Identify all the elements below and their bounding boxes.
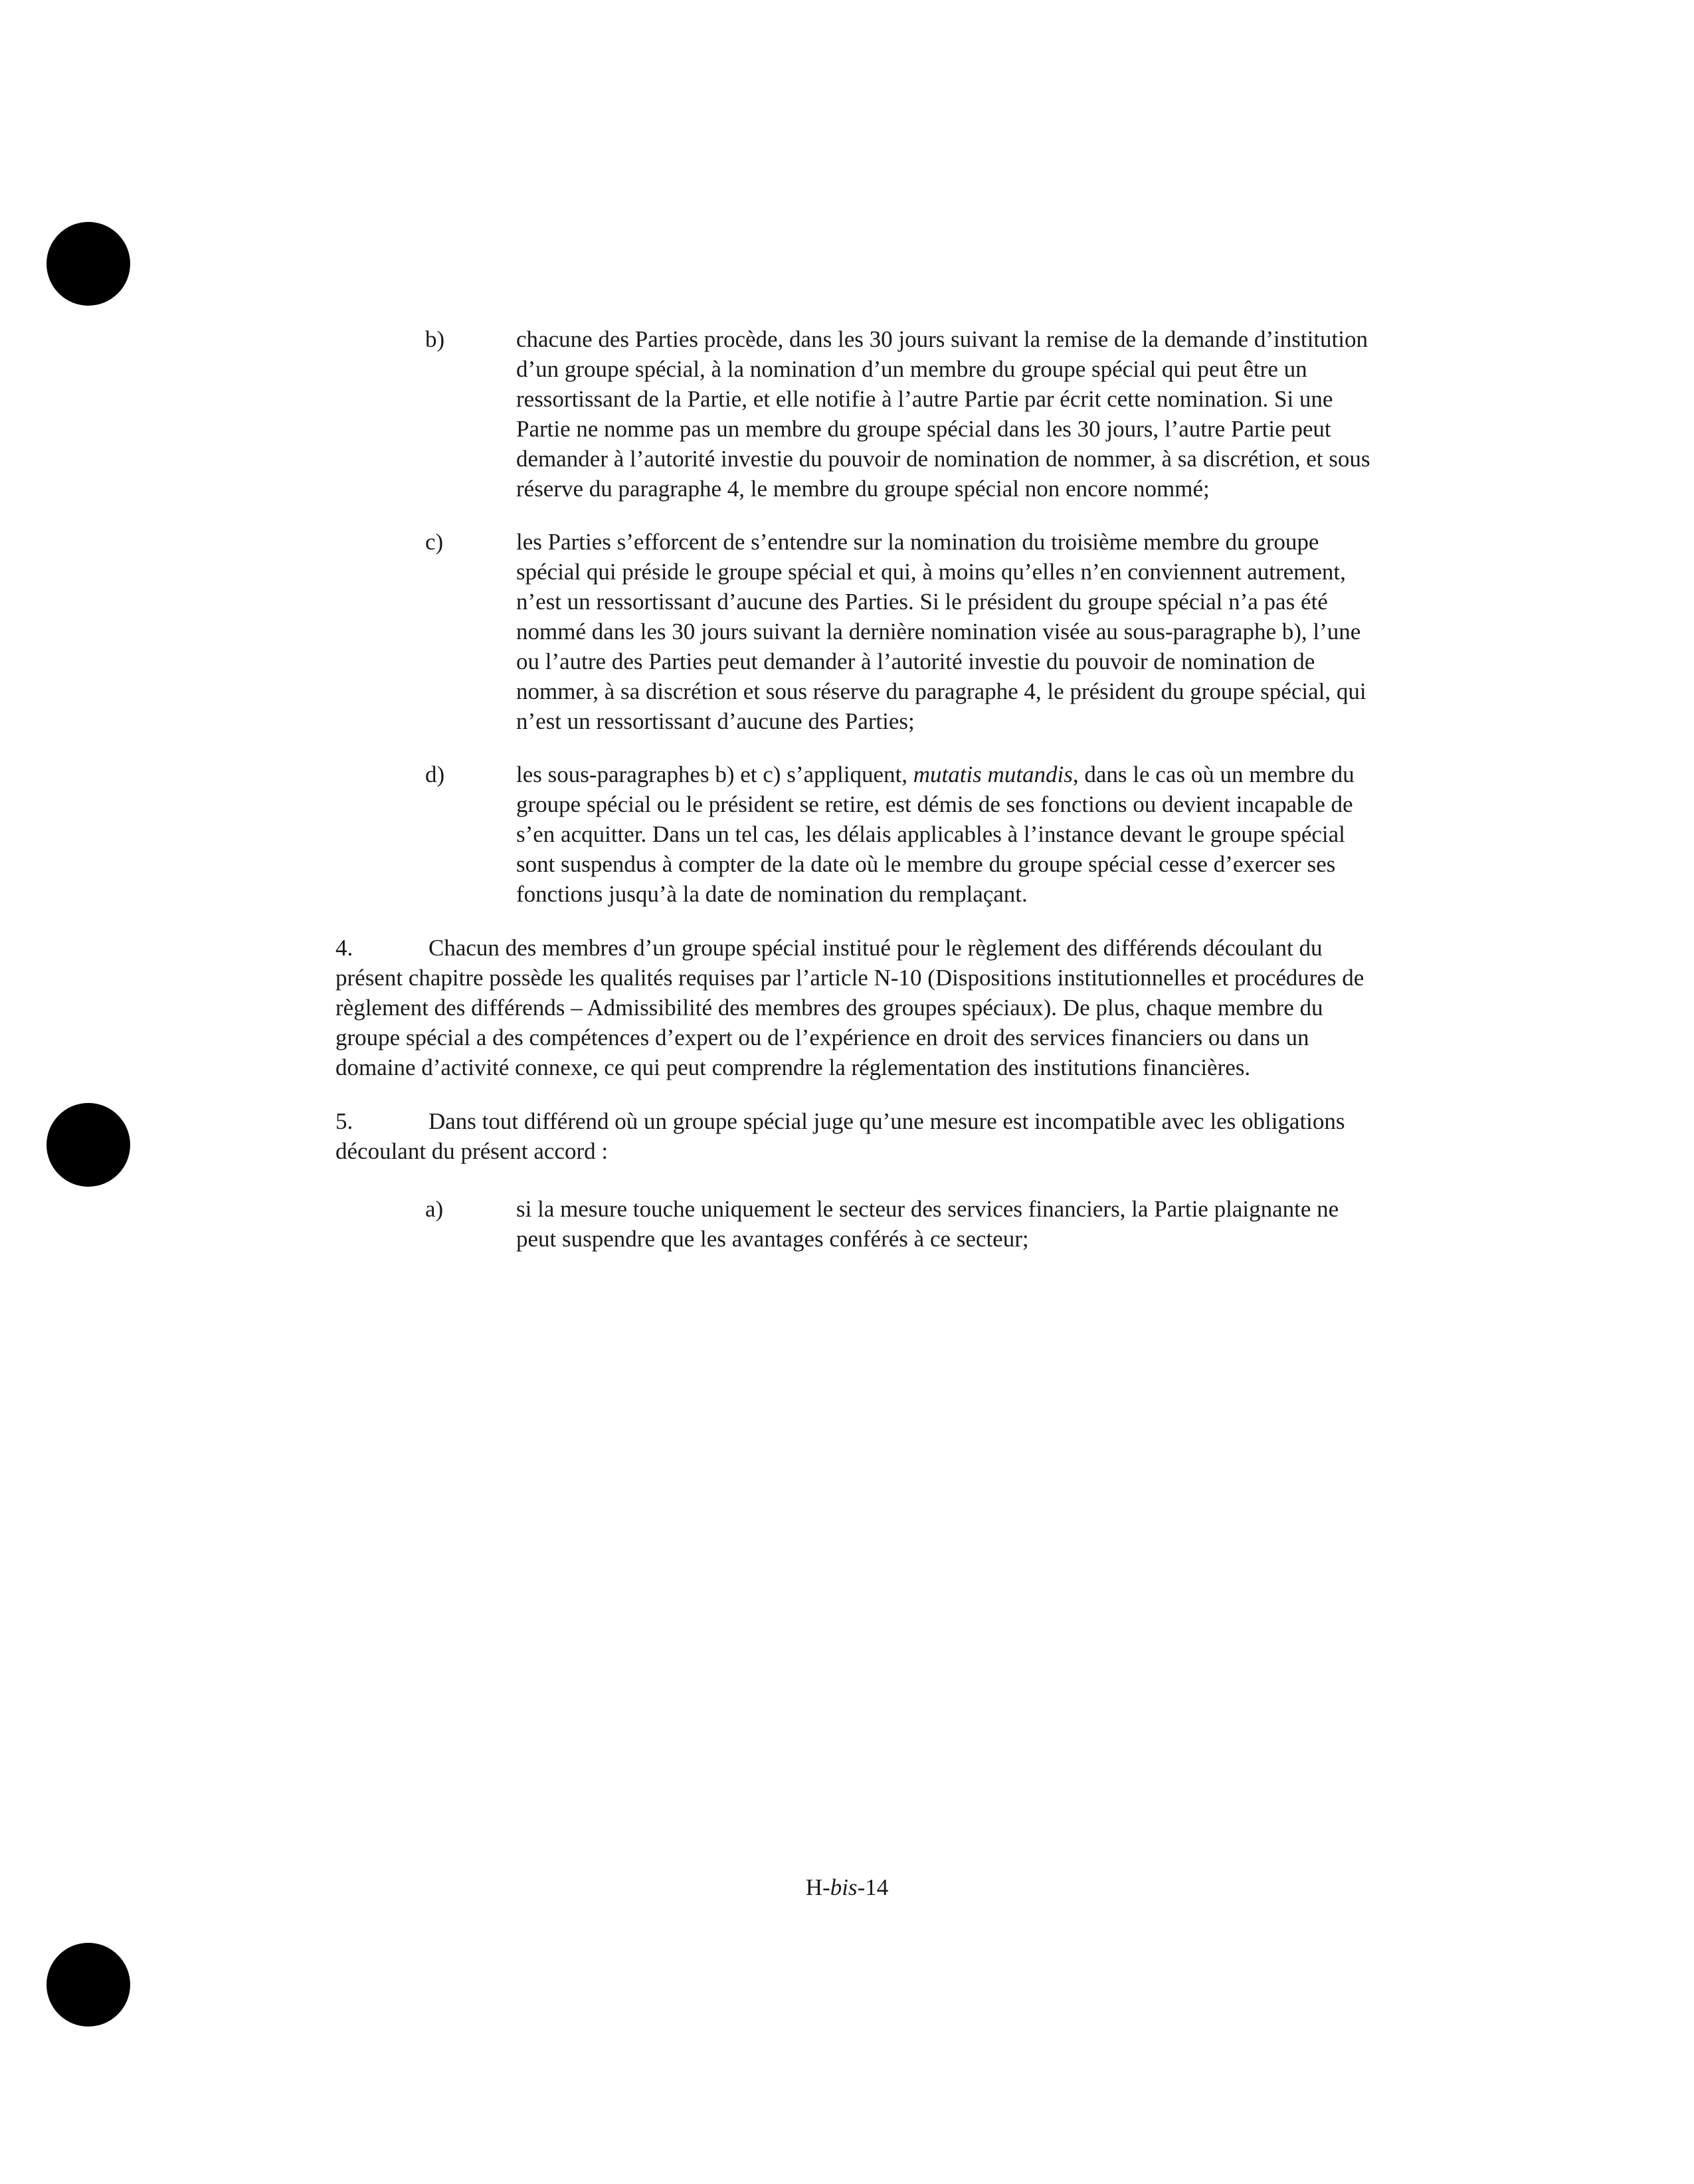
subparagraph-b	[335, 324, 1372, 504]
subparagraph-text-part: , dans le cas où un membre du groupe spécial ou le président se retire, est démis de ses fonctions ou devient incapable de s’en acquitter. Dans un tel cas, les délais applicables à l’instance devant le groupe spécial sont suspendus à compter de la date où le membre du groupe spécial cesse d’exercer ses fonctions jusqu’à la date de nomination du remplaçant.	[516, 761, 1355, 907]
paragraph-text: Dans tout différend où un groupe spécial juge qu’une mesure est incompatible avec les obligations découlant du présent accord :	[335, 1108, 1345, 1164]
subparagraph-text: chacune des Parties procède, dans les 30 jours suivant la remise de la demande d’institution d’un groupe spécial, à la nomination d’un membre du groupe spécial qui peut être un ressortissant de la Partie, et elle notifie à l’autre Partie par écrit cette nomination. Si une Partie ne nomme pas un membre du groupe spécial dans les 30 jours, l’autre Partie peut demander à l’autorité investie du pouvoir de nomination de nommer, à sa discrétion, et sous réserve du paragraphe 4, le membre du groupe spécial non encore nommé;	[516, 326, 1370, 502]
paragraph-4	[335, 933, 1372, 1082]
page-number	[0, 1872, 1694, 1902]
subparagraph-text-part: les sous-paragraphes b) et c) s’appliquent,	[516, 761, 913, 787]
subparagraph-text: les Parties s’efforcent de s’entendre sur la nomination du troisième membre du groupe spécial qui préside le groupe spécial et qui, à moins qu’elles n’en conviennent autrement, n’est un ressortissant d’aucune des Parties. Si le président du groupe spécial n’a pas été nommé dans les 30 jours suivant la dernière nomination visée au sous-paragraphe b), l’une ou l’autre des Parties peut demander à l’autorité investie du pouvoir de nomination de nommer, à sa discrétion et sous réserve du paragraphe 4, le président du groupe spécial, qui n’est un ressortissant d’aucune des Parties;	[516, 529, 1366, 734]
subparagraph-c	[335, 527, 1372, 736]
paragraph-number: 4.	[335, 935, 353, 961]
subparagraph-label: b)	[425, 326, 445, 352]
punch-hole-middle	[47, 1103, 130, 1187]
paragraph-5	[335, 1106, 1372, 1166]
subparagraph-a	[335, 1194, 1372, 1254]
subparagraph-label: a)	[425, 1196, 444, 1222]
subparagraph-label: d)	[425, 761, 445, 787]
punch-hole-bottom	[47, 1943, 130, 2027]
punch-hole-top	[47, 222, 130, 306]
subparagraph-d	[335, 759, 1372, 909]
page-number-suffix: -14	[857, 1874, 889, 1900]
page-number-prefix: H-	[805, 1874, 830, 1900]
subparagraph-text: si la mesure touche uniquement le secteur des services financiers, la Partie plaignante ne peut suspendre que les avantages conférés à ce secteur;	[516, 1196, 1339, 1252]
subparagraph-label: c)	[425, 529, 444, 555]
subparagraph-text	[516, 759, 1372, 909]
paragraph-number: 5.	[335, 1108, 353, 1134]
latin-phrase: mutatis mutandis	[913, 761, 1073, 787]
paragraph-text: Chacun des membres d’un groupe spécial institué pour le règlement des différends découlant du présent chapitre possède les qualités requises par l’article N-10 (Dispositions institutionnelles et procédures de règlement des différends – Admissibilité des membres des groupes spéciaux). De plus, chaque membre du groupe spécial a des compétences d’expert ou de l’expérience en droit des services financiers ou dans un domaine d’activité connexe, ce qui peut comprendre la réglementation des institutions financières.	[335, 935, 1365, 1080]
page-number-italic: bis	[830, 1874, 858, 1900]
document-body	[335, 324, 1372, 1254]
